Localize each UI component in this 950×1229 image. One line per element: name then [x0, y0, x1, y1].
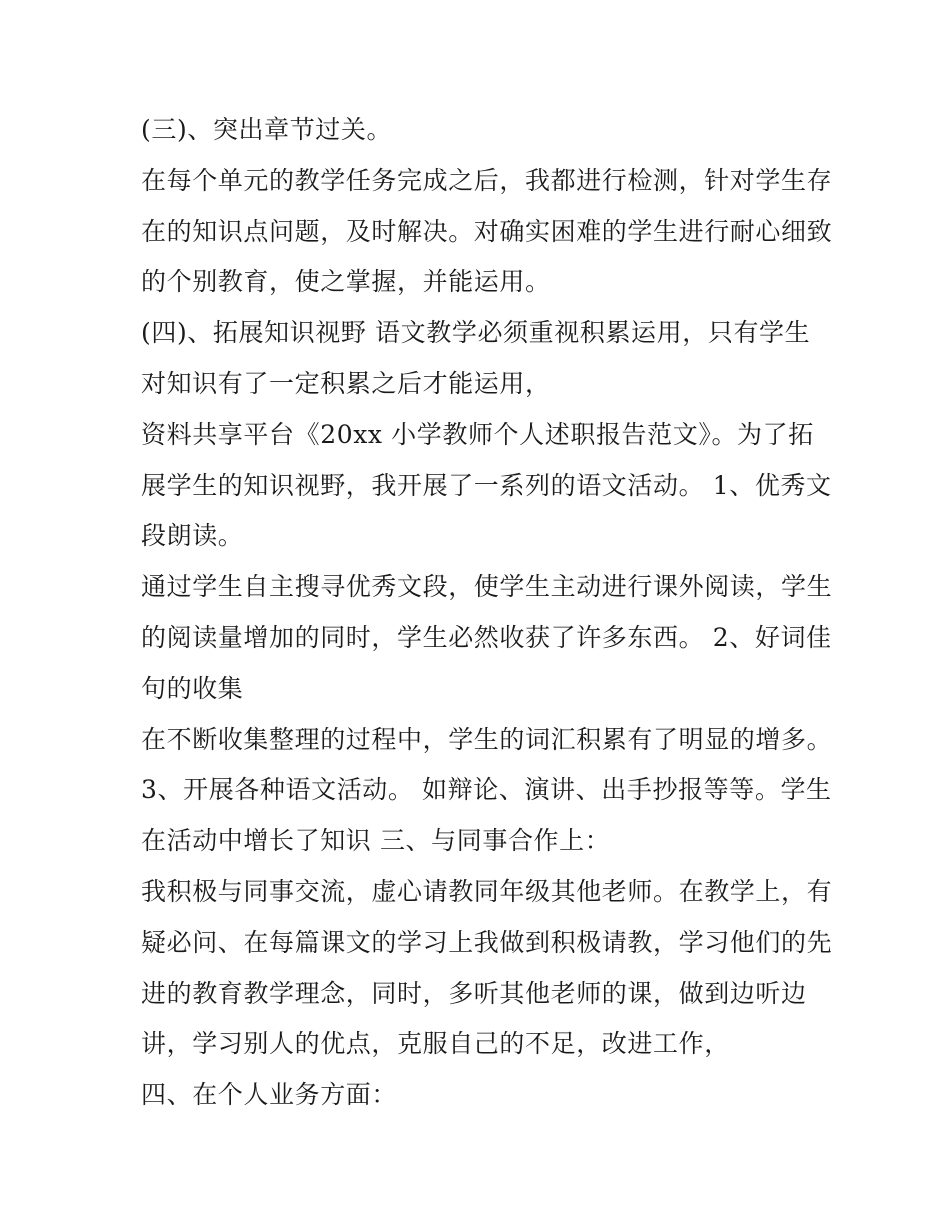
paragraph-line: 资料共享平台《20xx 小学教师个人述职报告范文》。为了拓 [141, 420, 814, 449]
paragraph-line: 在活动中增长了知识 三、与同事合作上： [141, 826, 611, 855]
paragraph-line: 展学生的知识视野，我开展了一系列的语文活动。 1、优秀文 [141, 471, 832, 500]
paragraph-line: 段朗读。 [141, 521, 244, 550]
paragraph-line: 在不断收集整理的过程中，学生的词汇积累有了明显的增多。 [141, 725, 833, 754]
paragraph-line: 讲，学习别人的优点，克服自己的不足，改进工作， [141, 1029, 730, 1058]
paragraph-line: 在每个单元的教学任务完成之后，我都进行检测，针对学生存 [141, 166, 833, 195]
section-heading-4: (四)、拓展知识视野 语文教学必须重视积累运用，只有学生 [141, 318, 811, 347]
paragraph-line: 的个别教育，使之掌握，并能运用。 [141, 267, 551, 296]
paragraph-line: 在的知识点问题，及时解决。对确实困难的学生进行耐心细致 [141, 217, 833, 246]
section-heading-3: (三)、突出章节过关。 [141, 115, 393, 144]
paragraph-line: 句的收集 [141, 674, 244, 703]
paragraph-line: 的阅读量增加的同时，学生必然收获了许多东西。 2、好词佳 [141, 623, 832, 652]
paragraph-line: 通过学生自主搜寻优秀文段，使学生主动进行课外阅读，学生 [141, 572, 833, 601]
paragraph-line: 我积极与同事交流，虚心请教同年级其他老师。在教学上，有 [141, 877, 833, 906]
paragraph-line: 对知识有了一定积累之后才能运用， [141, 369, 551, 398]
section-heading-personal: 四、在个人业务方面： [141, 1080, 398, 1109]
paragraph-line: 疑必问、在每篇课文的学习上我做到积极请教，学习他们的先 [141, 928, 833, 957]
paragraph-line: 3、开展各种语文活动。 如辩论、演讲、出手抄报等等。学生 [141, 775, 832, 804]
paragraph-line: 进的教育教学理念，同时，多听其他老师的课，做到边听边 [141, 979, 807, 1008]
